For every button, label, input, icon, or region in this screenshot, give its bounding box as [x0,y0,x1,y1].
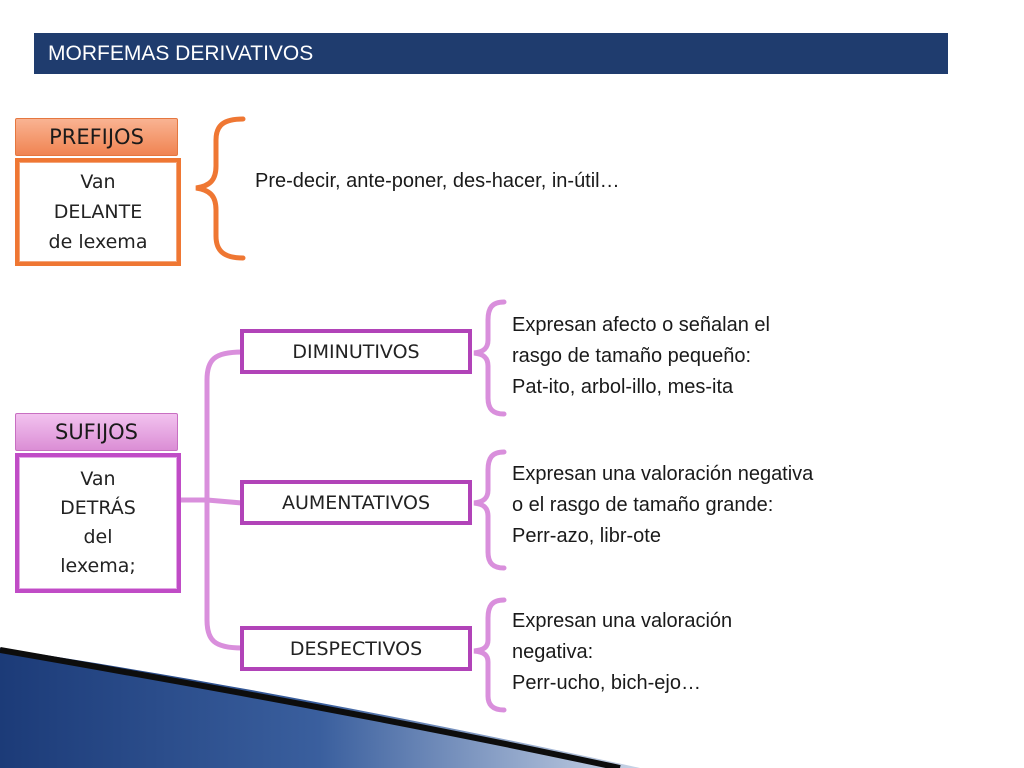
prefijos-tab [15,118,178,156]
slide-title: MORFEMAS DERIVATIVOS [34,33,948,74]
diminutivos-description [512,310,897,403]
aumentativos-desc-line: o el rasgo de tamaño grande: [512,494,774,516]
diminutivos-desc-line: rasgo de tamaño pequeño: [512,345,752,367]
aumentativos-label: AUMENTATIVOS [281,491,431,514]
sufijos-tab [15,413,178,451]
sufijos-box-line: Van [80,468,116,490]
sufijos-box-line: lexema; [60,555,136,577]
diminutivos-node [240,329,472,374]
despectivos-desc-line: negativa: [512,641,594,663]
prefijos-box [15,158,181,266]
prefijos-bracket [196,119,243,258]
sufijos-box-line: DETRÁS [60,497,136,519]
prefijos-label: PREFIJOS [49,125,144,149]
aumentativos-node [240,480,472,525]
prefijos-box-line: Van [80,171,116,193]
sufijos-box-line: del [83,526,113,548]
sufijos-tree [180,352,242,648]
despectivos-desc-line: Expresan una valoración [512,610,733,632]
sufijos-label: SUFIJOS [54,420,139,444]
despectivos-label: DESPECTIVOS [289,637,423,660]
despectivos-node [240,626,472,671]
aumentativos-examples: Perr-azo, libr-ote [512,525,661,547]
aumentativos-description [512,459,897,552]
despectivos-examples: Perr-ucho, bich-ejo… [512,672,701,694]
diminutivos-examples: Pat-ito, arbol-illo, mes-ita [512,376,734,398]
prefijos-box-line: de lexema [48,231,148,253]
prefijos-examples: Pre-decir, ante-poner, des-hacer, in-útil… [255,170,620,192]
prefijos-box-line: DELANTE [53,201,143,223]
despectivos-description [512,606,897,699]
type-brackets [474,302,504,710]
diminutivos-desc-line: Expresan afecto o señalan el [512,314,770,336]
sufijos-box [15,453,181,593]
aumentativos-desc-line: Expresan una valoración negativa [512,463,814,485]
diminutivos-label: DIMINUTIVOS [292,340,420,363]
